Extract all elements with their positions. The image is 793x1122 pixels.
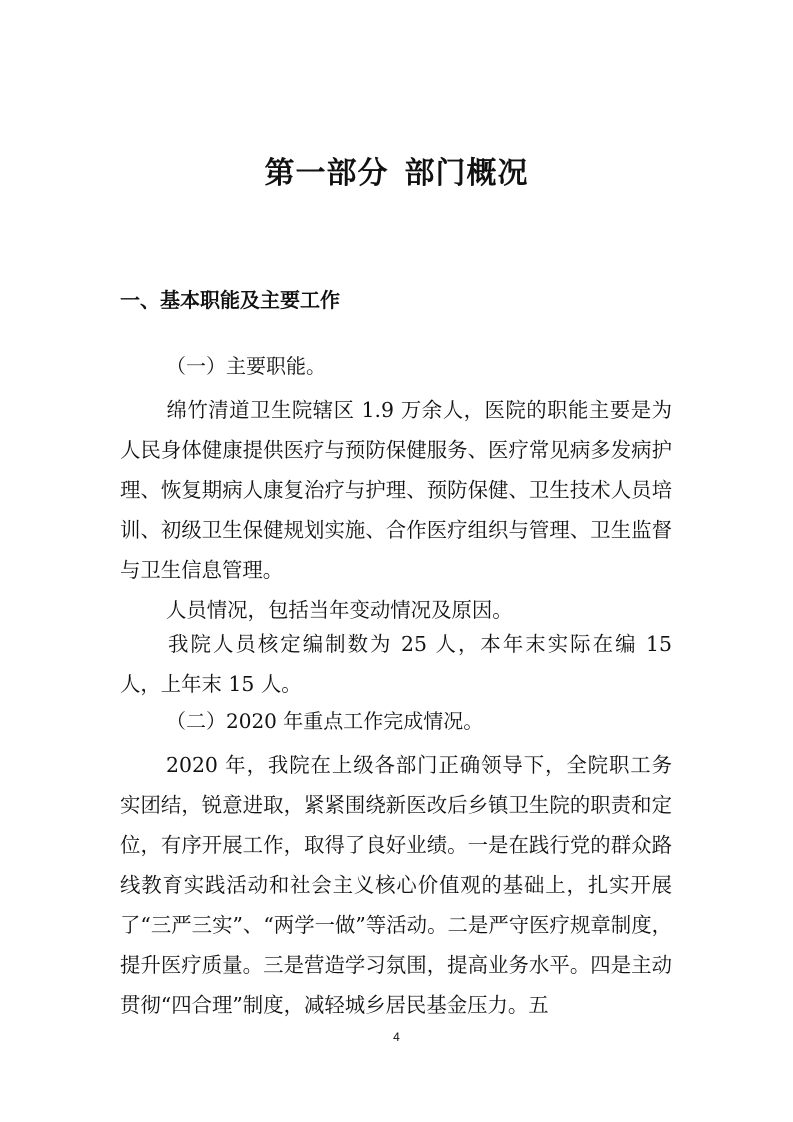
title-part-2: 部门概况 <box>404 156 529 191</box>
paragraph-staff-intro-text: 人员情况，包括当年变动情况及原因。 <box>166 598 513 622</box>
subsection-heading-1-text: （一）主要职能。 <box>166 354 326 378</box>
page-title <box>0 150 793 198</box>
paragraph-key-work <box>120 745 672 1025</box>
subsection-heading-2-text: （二）2020 年重点工作完成情况。 <box>166 709 484 733</box>
section-heading: 一、基本职能及主要工作 <box>120 288 340 312</box>
paragraph-staff-count-text: 我院人员核定编制数为 25 人，本年末实际在编 15 人，上年末 15 人。 <box>120 632 672 696</box>
page-number: 4 <box>393 1030 400 1044</box>
paragraph-functions-text: 绵竹清道卫生院辖区 1.9 万余人，医院的职能主要是为人民身体健康提供医疗与预防保健服务、医疗常见病多发病护理、恢复期病人康复治疗与护理、预防保健、卫生技术人员培训、初级卫生保健规划实施、合作医疗组织与管理、卫生监督与卫生信息管理。 <box>120 398 672 582</box>
subsection-heading-1 <box>120 346 672 386</box>
title-part-1: 第一部分 <box>264 156 389 191</box>
subsection-heading-2 <box>120 701 672 741</box>
paragraph-staff-count <box>120 624 672 704</box>
paragraph-key-work-text: 2020 年，我院在上级各部门正确领导下，全院职工务实团结，锐意进取，紧紧围绕新医改后乡镇卫生院的职责和定位，有序开展工作，取得了良好业绩。一是在践行党的群众路线教育实践活动和社会主义核心价值观的基础上，扎实开展了“三严三实”、“两学一做”等活动。二是严守医疗规章制度，提升医疗质量。三是营造学习氛围，提高业务水平。四是主动贯彻“四合理”制度，减轻城乡居民基金压力。五 <box>120 753 672 1017</box>
paragraph-functions <box>120 390 672 590</box>
